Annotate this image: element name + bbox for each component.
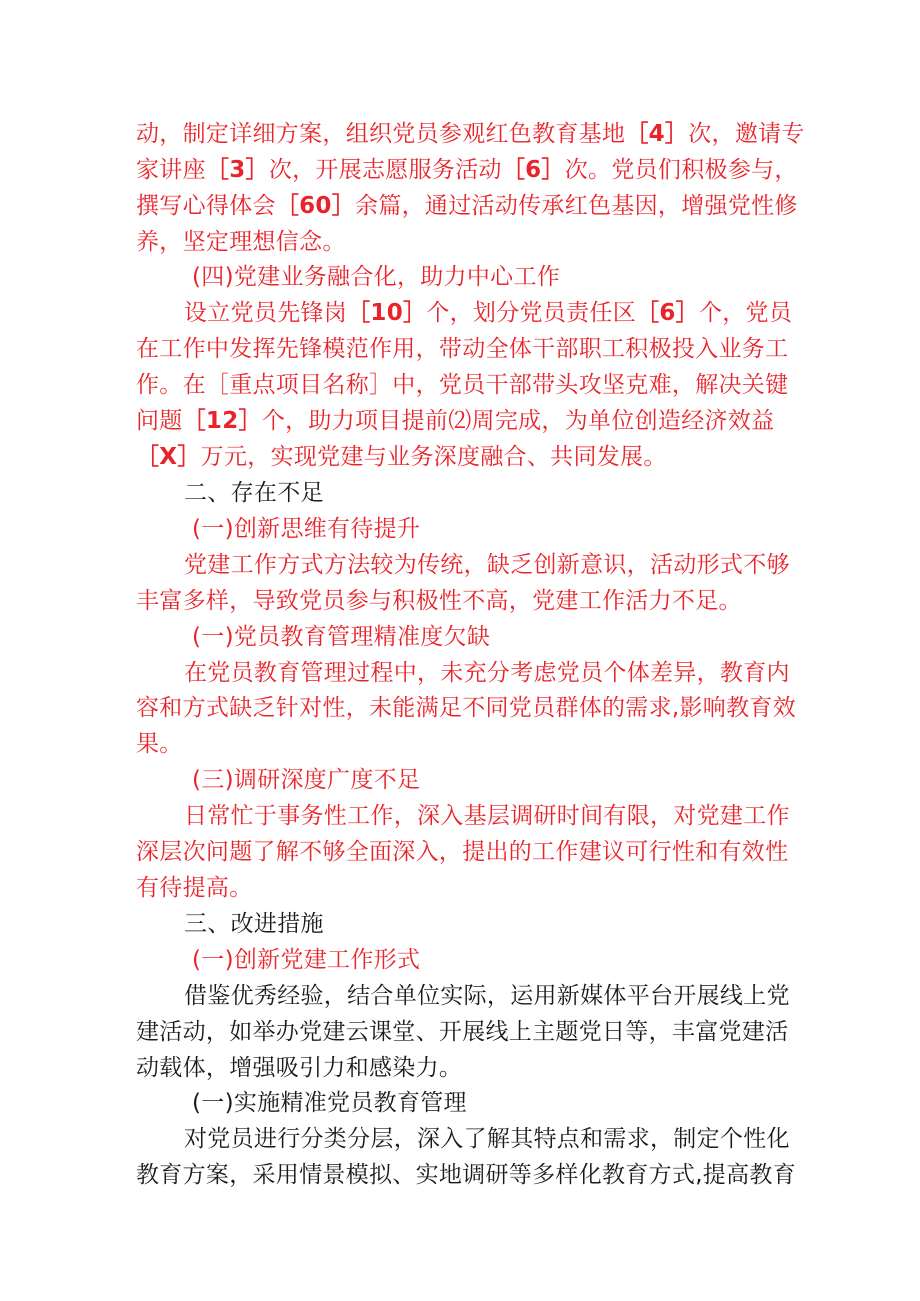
body-line: 养，坚定理想信念。 [136,229,346,255]
body-line: ［X］万元，实现党建与业务深度融合、共同发展。 [136,444,667,470]
subheading: (一)党员教育管理精准度欠缺 [192,624,491,650]
body-line: 作。在［重点项目名称］中，党员干部带头攻坚克难，解决关键 [136,372,789,398]
body-line: 撰写心得体会［60］余篇，通过活动传承红色基因，增强党性修 [136,193,798,219]
body-line: 借鉴优秀经验，结合单位实际，运用新媒体平台开展线上党 [184,983,790,1009]
body-line: 丰富多样，导致党员参与积极性不高，党建工作活力不足。 [136,588,742,614]
body-line: 动载体，增强吸引力和感染力。 [136,1055,463,1081]
body-line: 在工作中发挥先锋模范作用，带动全体干部职工积极投入业务工 [136,336,789,362]
body-line: 家讲座［3］次，开展志愿服务活动［6］次。党员们积极参与， [136,157,798,183]
body-line: 动，制定详细方案，组织党员参观红色教育基地［4］次，邀请专 [136,121,805,147]
subheading: (一)创新思维有待提升 [192,516,421,542]
body-line: 教育方案，采用情景模拟、实地调研等多样化教育方式,提高教育 [136,1162,797,1188]
body-line: 对党员进行分类分层，深入了解其特点和需求，制定个性化 [184,1126,790,1152]
subheading: (一)实施精准党员教育管理 [192,1090,467,1116]
subheading: (三)调研深度广度不足 [192,767,421,793]
subheading: (四)党建业务融合化，助力中心工作 [192,264,561,290]
body-line: 设立党员先锋岗［10］个，划分党员责任区［6］个，党员 [184,300,793,326]
body-line: 深层次问题了解不够全面深入，提出的工作建议可行性和有效性 [136,839,789,865]
body-line: 日常忙于事务性工作，深入基层调研时间有限，对党建工作 [184,803,790,829]
section-heading: 三、改进措施 [184,911,324,937]
body-line: 果。 [136,731,183,757]
subheading: (一)创新党建工作形式 [192,947,421,973]
body-line: 党建工作方式方法较为传统，缺乏创新意识，活动形式不够 [184,552,790,578]
body-line: 容和方式缺乏针对性，未能满足不同党员群体的需求,影响教育效 [136,695,797,721]
body-line: 建活动，如举办党建云课堂、开展线上主题党日等，丰富党建活 [136,1019,789,1045]
body-line: 有待提高。 [136,875,253,901]
body-line: 在党员教育管理过程中，未充分考虑党员个体差异，教育内 [184,660,790,686]
body-line: 问题［12］个，助力项目提前⑵周完成，为单位创造经济效益 [136,408,775,434]
section-heading: 二、存在不足 [184,480,324,506]
